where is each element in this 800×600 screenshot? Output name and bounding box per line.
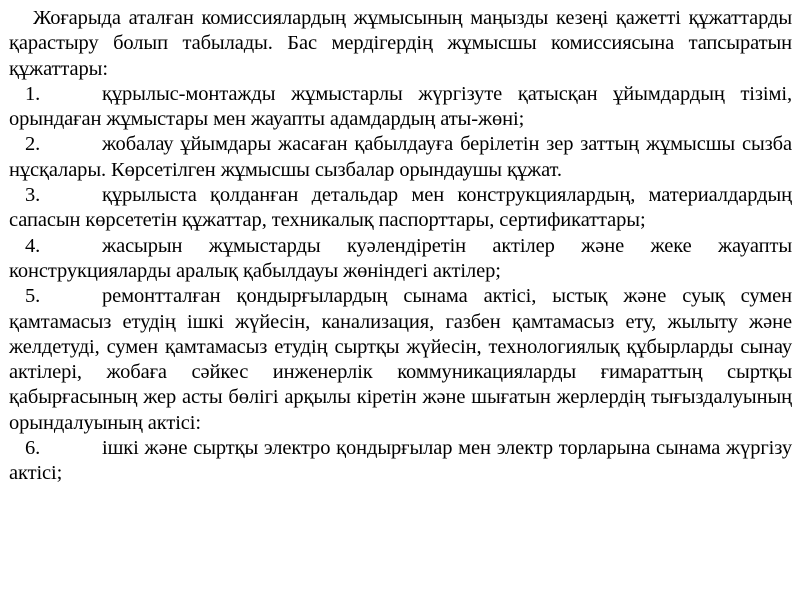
list-item-2	[9, 132, 792, 183]
list-item-number: 6.	[25, 437, 41, 460]
list-item-text: жобалау ұйымдары жасаған қабылдауға берілетін зер заттың жұмысшы сызба нұсқалары. Көрсетілген жұмысшы сызбалар орындаушы құжат.	[9, 133, 792, 181]
intro-paragraph: Жоғарыда аталған комиссиялардың жұмысының маңызды кезеңі қажетті құжаттарды қарастыру болып табылады. Бас мердігердің жұмысшы комиссиясына тапсыратын құжаттары:	[9, 7, 792, 80]
list-item-text: құрылыс-монтажды жұмыстарлы жүргізуте қатысқан ұйымдардың тізімі, орындаған жұмыстары мен жауапты адамдардың аты-жөні;	[9, 82, 792, 131]
list-item-number: 4.	[25, 234, 41, 257]
list-item-number: 2.	[25, 133, 41, 156]
list-item-number: 3.	[25, 184, 41, 207]
document-body	[9, 6, 792, 487]
list-item-number: 5.	[25, 285, 41, 308]
list-item-text: ремонтталған қондырғылардың сынама актісі, ыстық және суық сумен қамтамасыз етудің ішкі жүйесін, канализация, газбен қамтамасыз ету, жылыту және желдетуді, сумен қамтамасыз етудің сыртқы жүйесін, технологиялық құбырларды сынау актілері, жобаға сәйкес инженерлік коммуникацияларды ғимараттың сыртқы қабырғасының жер асты бөлігі арқылы кіретін және шығатын жерлердің тығыздалуының орындалуының актісі:	[9, 285, 792, 434]
list-item-6	[9, 436, 792, 487]
list-item-4	[9, 234, 792, 285]
list-item-text: құрылыста қолданған детальдар мен конструкциялардың, материалдардың сапасын көрсететін құжаттар, техникалық паспорттары, сертификаттары;	[9, 184, 792, 232]
list-item-text: жасырын жұмыстарды куәлендіретін актілер және жеке жауапты конструкцияларды аралық қабылдауы жөніндегі актілер;	[9, 234, 792, 282]
list-item-3	[9, 183, 792, 234]
list-item-number: 1.	[25, 82, 41, 105]
list-item-1	[9, 82, 792, 133]
list-item-5	[9, 284, 792, 436]
list-item-text: ішкі және сыртқы электро қондырғылар мен электр торларына сынама жүргізу актісі;	[9, 437, 792, 485]
